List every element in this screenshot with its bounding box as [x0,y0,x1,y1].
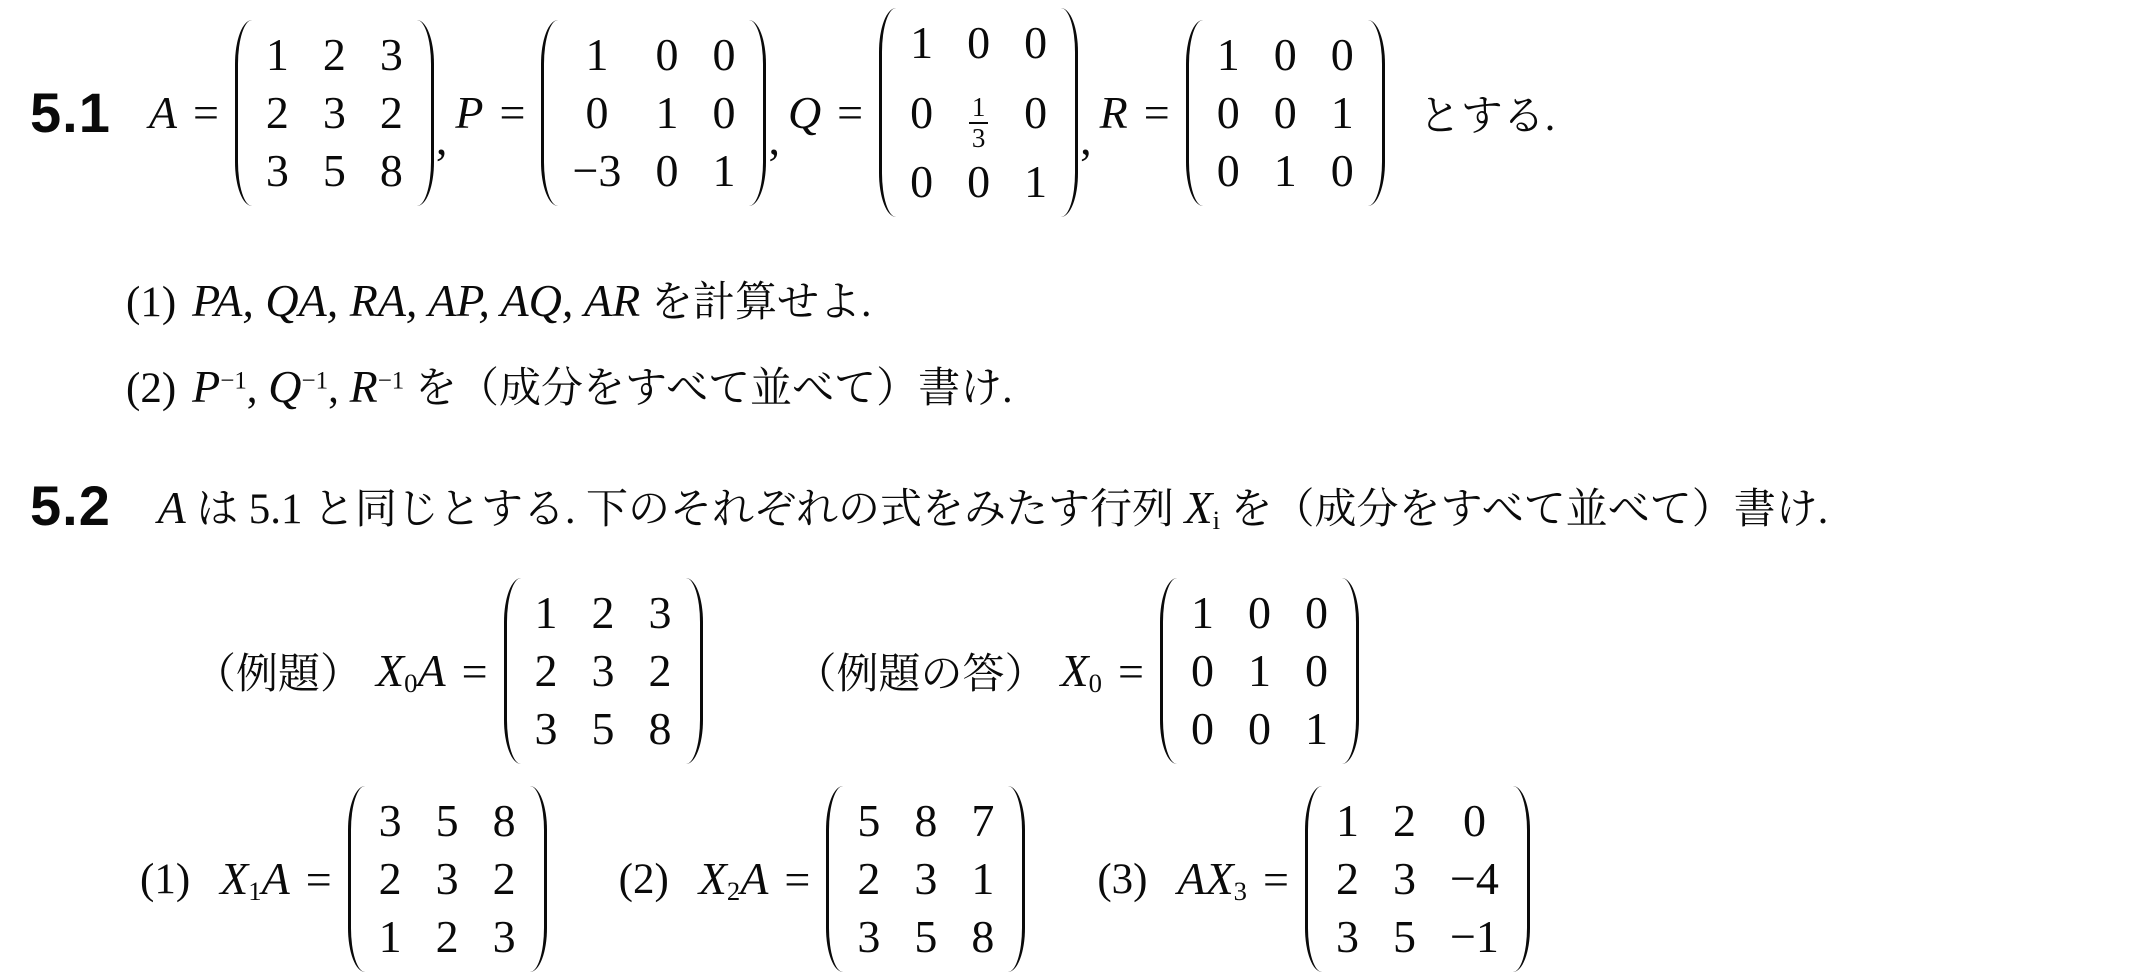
variable-X: X [1205,852,1234,904]
subscript-0: 0 [404,667,418,698]
matrix-cell: 0 [1190,645,1214,697]
right-parenthesis [1513,786,1530,972]
fraction-numerator: 1 [969,93,989,124]
matrix-cell: 8 [914,795,938,847]
matrix-cell: 3 [379,28,403,80]
matrix-cell: 1 [1335,795,1359,847]
matrix-grid [521,578,686,764]
matrix-cell: 1 [910,17,934,68]
variable-X-i [1184,482,1221,536]
matrix-cell: 2 [857,853,881,905]
matrix-cell: 1 [1273,144,1297,196]
equals-sign: = [499,87,526,139]
problem-5-1-item-2 [30,355,2131,415]
matrix-cell: 0 [910,86,934,138]
left-parenthesis [826,786,843,972]
separator: , [328,365,350,413]
matrix-cell: 0 [1462,795,1486,847]
matrix-cell: 0 [967,156,991,208]
matrix-cell: 2 [492,853,516,905]
lhs-X1A [220,852,290,907]
item-2-rhs-matrix [826,786,1025,972]
problem-5-1-definition-line [30,8,2131,217]
matrix-P [541,20,766,206]
equals-sign: = [1143,87,1170,139]
matrix-cell: 8 [379,144,403,196]
item-label: (2) [126,365,177,413]
problem-number-5-2: 5.2 [30,474,111,538]
example-answer-label: （例題の答） [794,652,1047,699]
matrix-cell: 0 [585,86,609,138]
item-1-math-expression: PA, QA, RA, AP, AQ, AR [192,275,641,327]
matrix-cell: 1 [1024,156,1048,208]
equals-sign: = [837,87,864,139]
variable-X: X [376,644,405,696]
problem-5-2-items-line [30,786,2131,972]
variable-X: X [698,852,727,904]
subscript-3: 3 [1233,875,1248,906]
matrix-grid [252,20,417,206]
right-parenthesis [530,786,547,972]
item-1-rhs-matrix [348,786,547,972]
matrix-cell: 1 [534,587,558,639]
matrix-cell: 2 [378,853,402,905]
matrix-cell: 0 [967,17,991,68]
inverse-term-P [192,361,247,413]
variable-X: X [220,852,249,904]
problem-5-2-heading [30,473,2131,538]
problem-5-2-example-line [30,578,2131,764]
variable-X: X [1184,482,1213,534]
matrix-grid [365,786,530,972]
equals-sign: = [784,853,811,905]
matrix-cell: 0 [1304,587,1328,639]
fraction-denominator: 3 [971,123,986,154]
matrix-cell [969,72,989,153]
inverse-exponent: −1 [220,367,247,395]
matrix-cell: 3 [378,795,402,847]
heading-text: は [185,487,249,534]
matrix-cell: 0 [1024,17,1048,68]
item-label: (2) [618,855,669,903]
matrix-cell: 1 [1247,645,1271,697]
matrix-cell: 2 [1335,853,1359,905]
matrix-cell: 0 [1330,28,1354,80]
matrix-cell: 1 [1330,86,1354,138]
matrix-cell: 3 [435,853,459,905]
comma: , [435,113,448,165]
matrix-cell: 3 [322,86,346,138]
matrix-cell: 2 [435,911,459,963]
matrix-grid [843,786,1008,972]
left-parenthesis [1186,20,1203,206]
matrix-cell: 2 [379,86,403,138]
problem-5-2-item-2 [619,786,1026,972]
matrix-cell: 3 [1392,853,1416,905]
inverse-exponent: −1 [377,367,405,395]
left-parenthesis [348,786,365,972]
matrix-cell: 0 [1304,645,1328,697]
matrix-cell: −4 [1449,853,1499,905]
item-label: (3) [1097,855,1148,903]
comma: , [768,113,780,165]
variable-A: A [417,644,446,696]
left-parenthesis [235,20,252,206]
matrix-cell: 8 [648,703,672,755]
matrix-cell: 2 [1392,795,1416,847]
matrix-name-A: A [148,87,177,139]
matrix-cell: −1 [1449,911,1499,963]
matrix-grid [1177,578,1342,764]
lhs-X2A [699,852,769,907]
matrix-cell: 1 [265,28,289,80]
matrix-cell: 0 [1190,703,1214,755]
matrix-cell: 5 [435,795,459,847]
example-answer-matrix [1160,578,1359,764]
right-parenthesis [1368,20,1385,206]
inverse-exponent: −1 [301,367,329,395]
matrix-cell: 0 [1216,86,1240,138]
separator: , [246,365,269,413]
right-parenthesis [686,578,703,764]
matrix-cell: 0 [1273,28,1297,80]
problem-5-2-item-3 [1097,786,1530,972]
problem-5-2-item-1 [140,786,547,972]
matrix-A [235,20,434,206]
matrix-cell: 1 [378,911,402,963]
matrix-grid [1203,20,1368,206]
definition-suffix-text: とする. [1418,93,1556,140]
matrix-cell: 5 [591,703,615,755]
lhs-AX3 [1177,852,1247,907]
matrix-cell: 2 [648,645,672,697]
matrix-cell: 2 [591,587,615,639]
left-parenthesis [879,8,896,217]
example-answer-group [795,578,1359,764]
reference-5-1: 5.1 [248,486,303,534]
heading-text: と同じとする. 下のそれぞれの式をみたす行列 [302,487,1185,534]
matrix-cell: 7 [971,795,995,847]
matrix-name-R: R [1099,87,1128,139]
subscript-1: 1 [248,875,262,906]
answer-lhs-X0 [1061,644,1102,699]
example-label: （例題） [194,652,363,699]
matrix-cell: 0 [712,86,736,138]
matrix-name-Q: Q [787,87,822,139]
comma: , [1080,113,1092,165]
matrix-cell: 1 [712,144,736,196]
left-parenthesis [541,20,558,206]
matrix-name-P: P [192,361,221,413]
equals-sign: = [192,87,219,139]
matrix-cell: 1 [1304,703,1328,755]
matrix-cell: 2 [322,28,346,80]
matrix-cell: 2 [534,645,558,697]
matrix-grid [896,8,1061,217]
left-parenthesis [1160,578,1177,764]
item-label: (1) [126,279,177,327]
right-parenthesis [1061,8,1078,217]
matrix-cell: 3 [1335,911,1359,963]
matrix-cell: 5 [857,795,881,847]
variable-post: A [740,852,769,904]
matrix-cell: 1 [585,28,609,80]
equals-sign: = [305,853,332,905]
matrix-cell: 0 [1216,144,1240,196]
equals-sign: = [1263,853,1289,905]
right-parenthesis [749,20,766,206]
matrix-cell: 0 [1024,86,1048,138]
variable-post: A [261,852,290,904]
matrix-cell: 0 [655,144,679,196]
inverse-term-Q [268,361,329,413]
matrix-name-R: R [349,361,378,413]
matrix-grid [558,20,749,206]
matrix-cell: 0 [910,156,934,208]
subscript-2: 2 [726,875,741,906]
item-3-rhs-matrix [1305,786,1530,972]
matrix-cell: 3 [534,703,558,755]
matrix-cell: 0 [1247,587,1271,639]
matrix-cell: 1 [655,86,679,138]
fraction [969,93,989,153]
matrix-cell: 2 [265,86,289,138]
subscript-i: i [1212,505,1221,536]
matrix-cell: 3 [648,587,672,639]
matrix-cell: 5 [914,911,938,963]
matrix-cell: 8 [492,795,516,847]
equals-sign: = [1118,645,1144,697]
matrix-cell: 0 [655,28,679,80]
subscript-0: 0 [1088,667,1102,698]
matrix-cell: 0 [712,28,736,80]
matrix-cell: 5 [322,144,346,196]
matrix-cell: 3 [265,144,289,196]
example-rhs-matrix [504,578,703,764]
problem-number-5-1: 5.1 [30,81,111,145]
matrix-cell: 3 [492,911,516,963]
matrix-cell: 8 [971,911,995,963]
matrix-cell: 5 [1392,911,1416,963]
item-2-instruction-text: を（成分をすべて並べて）書け. [414,366,1013,413]
worksheet-page [30,8,2131,972]
variable-X: X [1060,644,1089,696]
variable-pre: A [1177,852,1206,904]
matrix-cell: 0 [1330,144,1354,196]
right-parenthesis [1342,578,1359,764]
matrix-cell: 3 [591,645,615,697]
matrix-cell: 1 [1190,587,1214,639]
matrix-name-P: P [455,87,484,139]
item-1-instruction-text: を計算せよ. [650,280,872,327]
right-parenthesis [417,20,434,206]
matrix-name-A: A [157,482,186,534]
heading-text: を（成分をすべて並べて）書け. [1220,487,1829,534]
equals-sign: = [461,645,488,697]
matrix-name-Q: Q [268,361,302,413]
matrix-Q [879,8,1078,217]
right-parenthesis [1008,786,1025,972]
inverse-term-R [349,361,405,413]
problem-5-1-item-1 [30,269,2131,329]
matrix-cell: 1 [971,853,995,905]
matrix-cell: 1 [1216,28,1240,80]
matrix-cell: −3 [572,144,622,196]
lhs-X0A [376,644,446,699]
matrix-grid [1322,786,1513,972]
left-parenthesis [504,578,521,764]
matrix-cell: 3 [857,911,881,963]
matrix-R [1186,20,1385,206]
item-label: (1) [140,855,191,903]
matrix-cell: 0 [1247,703,1271,755]
matrix-cell: 0 [1273,86,1297,138]
matrix-cell: 3 [914,853,938,905]
left-parenthesis [1305,786,1322,972]
